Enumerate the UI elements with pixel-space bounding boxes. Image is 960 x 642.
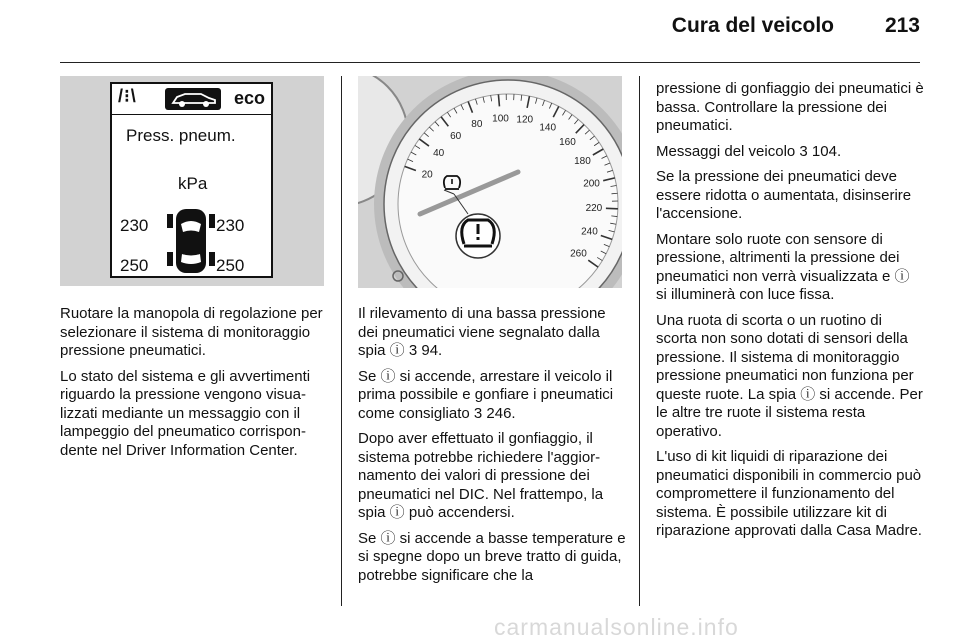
car-icon — [165, 88, 221, 110]
dic-topbar — [112, 84, 271, 115]
page-number: 213 — [884, 14, 920, 37]
gauge-scale-label: 80 — [471, 118, 483, 130]
column-divider-2 — [639, 76, 640, 606]
gauge-scale-label: 60 — [450, 130, 462, 142]
pressure-rear-left: 250 — [120, 256, 149, 275]
paragraph: Messaggi del veicolo 3 104. — [656, 142, 842, 160]
gauge-scale-label: 220 — [585, 202, 603, 214]
paragraph: Lo stato del sistema e gli avvertimenti riguardo la pressione vengono visualizzati mediante un messaggio con il lampeggio del pneumatico corrispondente nel Driver Information Center. — [60, 367, 311, 459]
gauge-major-tick — [498, 94, 499, 106]
paragraph: Una ruota di scorta o un ruotino di scorta non sono dotati di sensori della pressione. Il sistema di monitoraggio pressione pneumatici non funziona per queste ruote. La spia ⓘ si accende. Per le altre tre ruote il sistema resta operativo. — [656, 311, 923, 440]
pressure-rear-right: 250 — [216, 256, 245, 275]
gauge-scale-label: 20 — [421, 169, 433, 181]
paragraph: L'uso di kit liquidi di riparazione dei pneumatici disponibili in commercio può compromettere il funzionamento del sistema. È possibile utilizzare kit di riparazione approvati dalla Casa Madre. — [656, 448, 922, 539]
gauge-scale-label: 100 — [492, 113, 509, 125]
eco-label: eco — [233, 88, 265, 108]
car-top-view-icon — [167, 208, 215, 274]
paragraph: Montare solo ruote con sensore di pressione, altrimenti la pressione dei pneumatici non verrà visualizzata e ⓘ si illuminerà con luce fissa. — [656, 230, 910, 303]
display-title: Press. pneum. — [126, 126, 236, 145]
column-1-text — [60, 305, 330, 467]
paragraph: Se ⓘ si accende a basse temperature e si spegne dopo un breve tratto di guida, potrebbe significare che la — [358, 529, 626, 584]
header-rule — [60, 62, 920, 63]
gauge-major-tick — [606, 208, 618, 209]
watermark: carmanualsonline.info — [494, 614, 739, 640]
dic-screen — [110, 82, 273, 278]
mode-symbols: /⁝\ — [118, 86, 137, 106]
paragraph: Dopo aver effettuato il gonfiaggio, il sistema potrebbe richiedere l'aggiornamento dei valori di pressione dei pneumatici nel DIC. Nel frattempo, la spia ⓘ può accendersi. — [358, 430, 604, 521]
column-3-text — [656, 80, 924, 548]
pressure-unit: kPa — [178, 174, 208, 193]
gauge-scale-label: 40 — [433, 148, 445, 160]
paragraph: Ruotare la manopola di regolazione per selezionare il sistema di monitoraggio pressione pneumatici. — [60, 305, 323, 359]
speedometer-figure — [358, 76, 622, 288]
gauge-scale-label: 120 — [516, 114, 534, 126]
pressure-front-right: 230 — [216, 216, 245, 235]
paragraph: Se la pressione dei pneumatici deve essere ridotta o aumentata, disinserire l'accensione. — [656, 168, 912, 222]
gauge-scale-label: 160 — [559, 136, 576, 148]
gauge-scale-label: 240 — [581, 226, 598, 238]
gauge-scale-label: 180 — [574, 156, 591, 167]
column-divider-1 — [341, 76, 342, 606]
gauge-scale-label: 260 — [570, 248, 587, 260]
gauge-scale-label: 140 — [539, 122, 557, 134]
paragraph: pressione di gonfiaggio dei pneumatici è bassa. Controllare la pressione dei pneumatici. — [656, 80, 924, 134]
page-header-title: Cura del veicolo — [671, 14, 834, 37]
pressure-front-left: 230 — [120, 216, 149, 235]
paragraph: Il rilevamento di una bassa pressione dei pneumatici viene segnalato dalla spia ⓘ 3 94. — [358, 305, 606, 359]
paragraph: Se ⓘ si accende, arrestare il veicolo il prima possibile e gonfiare i pneumatici come consigliato 3 246. — [358, 367, 614, 422]
gauge-scale-label: 200 — [583, 178, 600, 190]
column-2-text — [358, 305, 626, 592]
tpms-display-figure — [60, 76, 324, 286]
